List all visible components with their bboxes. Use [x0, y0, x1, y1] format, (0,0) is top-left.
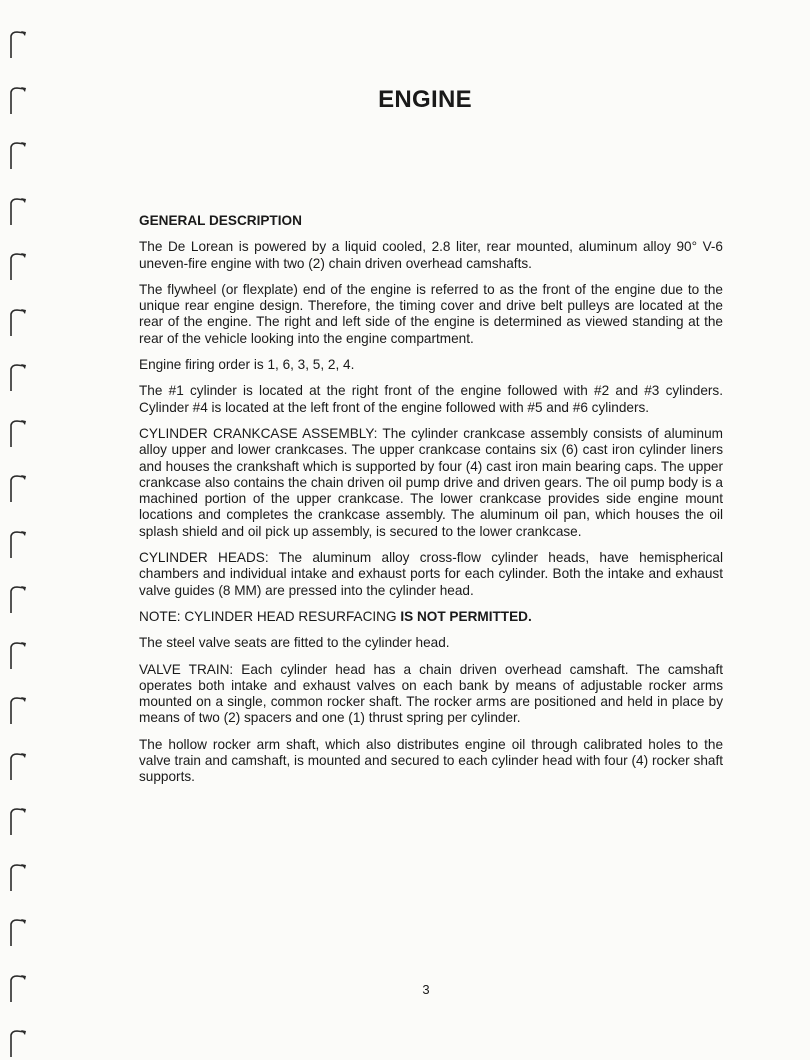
- paragraph-valve-seats: The steel valve seats are fitted to the cylinder head.: [139, 635, 450, 651]
- binder-ring-icon: [6, 141, 28, 171]
- binder-ring-icon: [6, 1029, 28, 1059]
- binder-ring-icon: [6, 363, 28, 393]
- binder-ring-icon: [6, 918, 28, 948]
- binder-ring-icon: [6, 863, 28, 893]
- binder-ring-icon: [6, 252, 28, 282]
- note-resurfacing: [139, 609, 723, 625]
- paragraph-firing-order: Engine firing order is 1, 6, 3, 5, 2, 4.: [139, 357, 355, 373]
- binder-ring-icon: [6, 585, 28, 615]
- paragraph-flywheel: The flywheel (or flexplate) end of the engine is referred to as the front of the engine due to the unique rear engine design. Therefore, the timing cover and drive belt pulleys are located at the rear of the engine. The right and left side of the engine is determined as viewed standing at the rear of the vehicle looking into the engine compartment.: [139, 281, 723, 346]
- paragraph-rocker-shaft: The hollow rocker arm shaft, which also distributes engine oil through calibrated holes to the valve train and camshaft, is mounted and secured to each cylinder head with four (4) rocker shaft supports.: [139, 736, 723, 785]
- page-title: ENGINE: [378, 86, 472, 113]
- paragraph-valve-train: VALVE TRAIN: Each cylinder head has a chain driven overhead camshaft. The camshaft operates both intake and exhaust valves on each bank by means of adjustable rocker arms mounted on a single, common rocker shaft. The rocker arms are positioned and held in place by means of two (2) spacers and one (1) thrust spring per cylinder.: [139, 661, 723, 726]
- paragraph-intro: The De Lorean is powered by a liquid cooled, 2.8 liter, rear mounted, aluminum alloy 90° V-6 uneven-fire engine with two (2) chain driven overhead camshafts.: [139, 239, 723, 271]
- binder-ring-icon: [6, 530, 28, 560]
- spiral-binding: [0, 0, 40, 1060]
- paragraph-crankcase: CYLINDER CRANKCASE ASSEMBLY: The cylinder crankcase assembly consists of aluminum alloy upper and lower crankcases. The upper crankcase contains six (6) cast iron cylinder liners and houses the crankshaft which is supported by four (4) cast iron main bearing caps. The upper crankcase also contains the chain driven oil pump drive and driven gears. The oil pump body is a machined portion of the upper crankcase. The lower crankcase provides side engine mount locations and completes the crankcase assembly. The aluminum oil pan, which houses the oil splash shield and oil pick up assembly, is secured to the lower crankcase.: [139, 425, 723, 539]
- binder-ring-icon: [6, 197, 28, 227]
- binder-ring-icon: [6, 308, 28, 338]
- binder-ring-icon: [6, 30, 28, 60]
- paragraph-cylinder-location: The #1 cylinder is located at the right front of the engine followed with #2 and #3 cylinders. Cylinder #4 is located at the left front of the engine followed with #5 and #6 cylinders.: [139, 383, 723, 415]
- binder-ring-icon: [6, 696, 28, 726]
- document-body: [139, 213, 723, 786]
- note-prefix: NOTE: CYLINDER HEAD RESURFACING: [139, 608, 401, 624]
- binder-ring-icon: [6, 807, 28, 837]
- note-emphasis: IS NOT PERMITTED.: [400, 608, 532, 624]
- binder-ring-icon: [6, 474, 28, 504]
- binder-ring-icon: [6, 752, 28, 782]
- section-heading: GENERAL DESCRIPTION: [139, 213, 302, 228]
- binder-ring-icon: [6, 974, 28, 1004]
- paragraph-cylinder-heads: CYLINDER HEADS: The aluminum alloy cross-flow cylinder heads, have hemispherical chambers and individual intake and exhaust ports for each cylinder. Both the intake and exhaust valve guides (8 MM) are pressed into the cylinder head.: [139, 550, 723, 598]
- binder-ring-icon: [6, 641, 28, 671]
- page-number: 3: [422, 982, 430, 997]
- binder-ring-icon: [6, 419, 28, 449]
